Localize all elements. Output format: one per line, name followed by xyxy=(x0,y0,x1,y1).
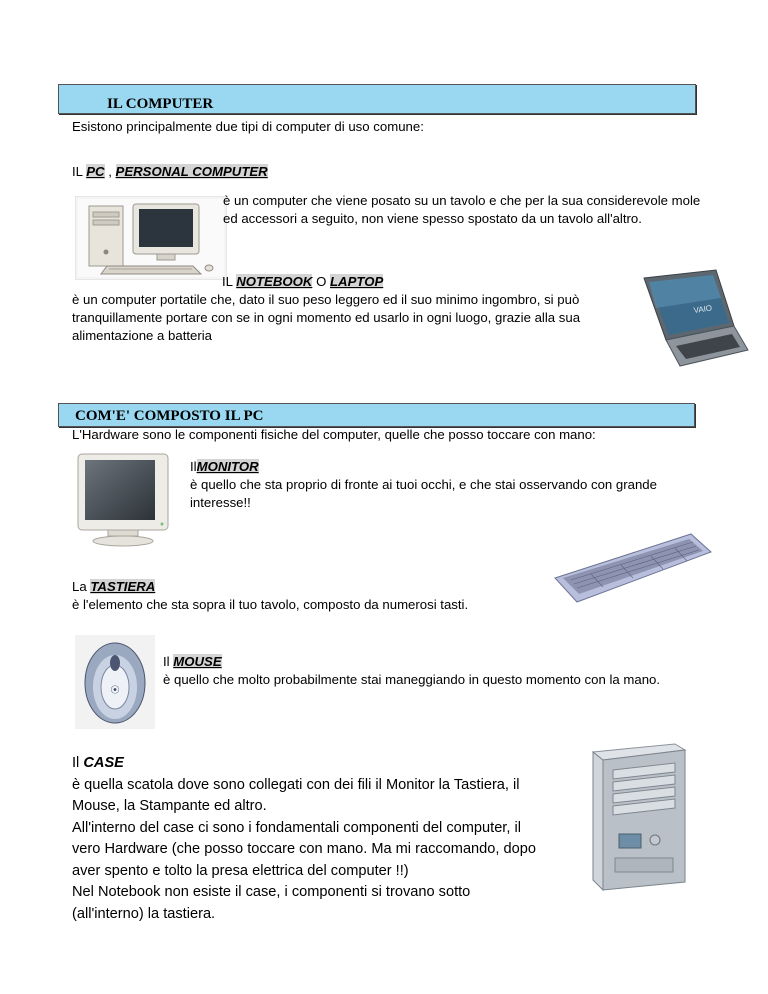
case-line: Nel Notebook non esiste il case, i componenti si trovano sotto xyxy=(72,884,471,900)
keyword-tastiera: TASTIERA xyxy=(90,579,156,594)
section-header-composition xyxy=(58,403,695,427)
keyword-pc: PC xyxy=(86,164,105,179)
monitor-description: è quello che sta proprio di fronte ai tuoi occhi, e che stai osservando con grande interesse!! xyxy=(190,477,657,510)
svg-text:⦿: ⦿ xyxy=(110,685,120,695)
keyword-case: CASE xyxy=(83,755,124,771)
section-header-computer xyxy=(58,84,696,114)
case-line: è quella scatola dove sono collegati con dei fili il Monitor la Tastiera, il xyxy=(72,777,520,793)
keyboard-image xyxy=(551,530,713,610)
keyword-laptop: LAPTOP xyxy=(330,274,384,289)
section-title: IL COMPUTER xyxy=(107,96,214,112)
pc-heading: IL PC , PERSONAL COMPUTER xyxy=(72,164,268,179)
notebook-description: è un computer portatile che, dato il suo peso leggero ed il suo minimo ingombro, si può tranquillamente portare con se in ogni momento ed usarlo in ogni luogo, grazie alla sua alimentazione a batteria xyxy=(72,292,581,343)
pc-case-image xyxy=(585,740,695,892)
mouse-description: è quello che molto probabilmente stai maneggiando in questo momento con la mano. xyxy=(163,672,661,687)
case-line: aver spento e tolto la presa elettrica del computer !!) xyxy=(72,863,409,879)
desktop-pc-image xyxy=(75,196,227,280)
keyword-personal-computer: PERSONAL COMPUTER xyxy=(115,164,268,179)
keyboard-description: è l'elemento che sta sopra il tuo tavolo, composto da numerosi tasti. xyxy=(72,597,469,612)
keyword-notebook: NOTEBOOK xyxy=(236,274,313,289)
case-line: (all'interno) la tastiera. xyxy=(72,906,216,922)
monitor-heading: IlMONITOR xyxy=(190,459,259,474)
section-intro: L'Hardware sono le componenti fisiche del computer, quelle che posso toccare con mano: xyxy=(72,427,596,442)
case-heading: Il CASE xyxy=(72,755,124,771)
case-line: All'interno del case ci sono i fondamentali componenti del computer, il xyxy=(72,820,521,836)
monitor-image xyxy=(74,452,172,548)
keyboard-heading: La TASTIERA xyxy=(72,579,156,594)
case-line: vero Hardware (che posso toccare con mano. Ma mi raccomando, dopo xyxy=(72,841,536,857)
mouse-heading: Il MOUSE xyxy=(163,654,222,669)
laptop-image xyxy=(636,268,752,370)
section-intro: Esistono principalmente due tipi di computer di uso comune: xyxy=(72,119,424,134)
mouse-image xyxy=(75,635,155,729)
notebook-heading: IL NOTEBOOK O LAPTOP xyxy=(222,274,384,289)
keyword-mouse: MOUSE xyxy=(173,654,222,669)
svg-text:VAIO: VAIO xyxy=(693,303,713,315)
keyword-monitor: MONITOR xyxy=(196,459,259,474)
pc-description: è un computer che viene posato su un tavolo e che per la sua considerevole mole ed accessori a seguito, non viene spesso spostato da un tavolo all'altro. xyxy=(223,193,701,226)
case-line: Mouse, la Stampante ed altro. xyxy=(72,798,267,814)
section-title: COM'E' COMPOSTO IL PC xyxy=(75,408,264,424)
